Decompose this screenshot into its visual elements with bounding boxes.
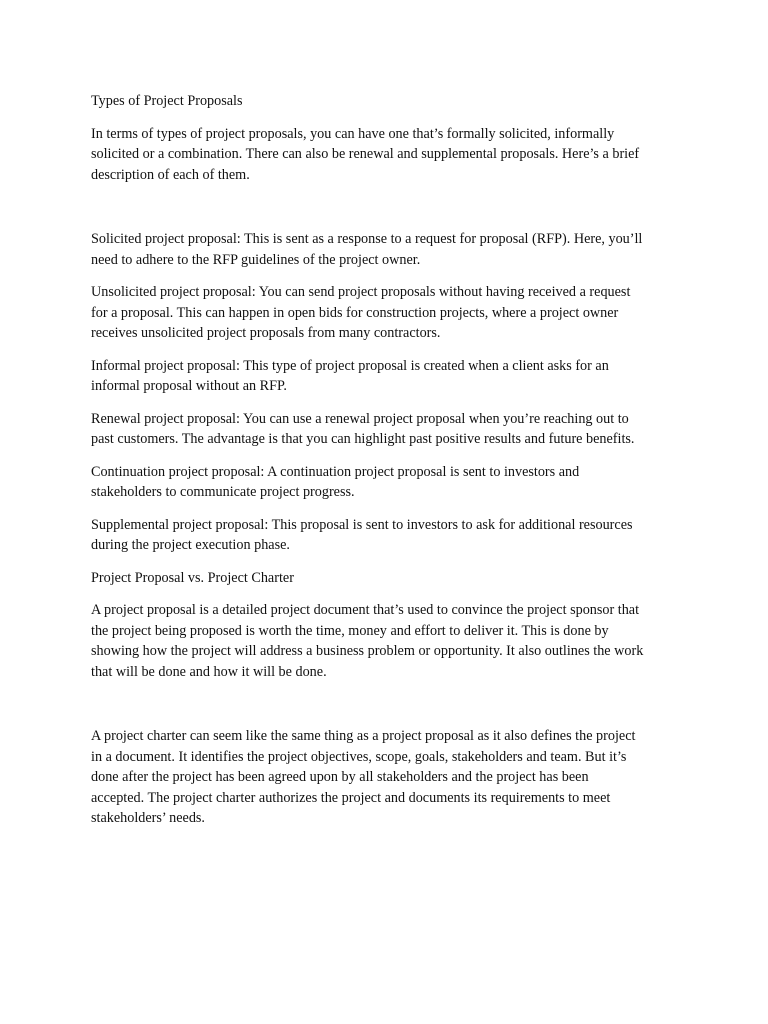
document-body	[91, 91, 691, 841]
text-line: need to adhere to the RFP guidelines of the project owner.	[91, 251, 421, 268]
section-heading-types: Types of Project Proposals	[91, 93, 243, 109]
text-line: Informal project proposal: This type of project proposal is created when a client asks for an	[91, 357, 609, 374]
text-line: description of each of them.	[91, 166, 250, 183]
text-line: stakeholders’ needs.	[91, 810, 205, 826]
text-line: past customers. The advantage is that you can highlight past positive results and future benefits.	[91, 431, 635, 447]
text-line: In terms of types of project proposals, you can have one that’s formally solicited, informally	[91, 125, 615, 142]
text-line: informal proposal without an RFP.	[91, 378, 287, 394]
text-line: Renewal project proposal: You can use a renewal project proposal when you’re reaching out to	[91, 410, 629, 427]
paragraph-continuation	[91, 462, 691, 503]
text-line: stakeholders to communicate project progress.	[91, 484, 355, 500]
text-line: showing how the project will address a business problem or opportunity. It also outlines the work	[91, 643, 644, 659]
text-line: Supplemental project proposal: This proposal is sent to investors to ask for additional resources	[91, 516, 633, 533]
text-line: receives unsolicited project proposals from many contractors.	[91, 325, 441, 341]
paragraph-solicited	[91, 229, 691, 270]
text-line: that will be done and how it will be done.	[91, 663, 327, 680]
paragraph-informal	[91, 356, 691, 397]
paragraph-proposal-definition	[91, 600, 691, 682]
text-line: in a document. It identifies the project objectives, scope, goals, stakeholders and team. But it’s	[91, 748, 627, 765]
blank-gap	[91, 197, 691, 229]
text-line: the project being proposed is worth the time, money and effort to deliver it. This is done by	[91, 622, 609, 639]
section-heading-vs: Project Proposal vs. Project Charter	[91, 569, 294, 586]
text-line: A project proposal is a detailed project document that’s used to convince the project sponsor that	[91, 602, 640, 618]
text-line: Unsolicited project proposal: You can send project proposals without having received a request	[91, 284, 631, 300]
paragraph-unsolicited	[91, 282, 691, 344]
text-line: A project charter can seem like the same thing as a project proposal as it also defines the project	[91, 728, 636, 744]
text-line: Solicited project proposal: This is sent as a response to a request for proposal (RFP). Here, you’ll	[91, 231, 643, 247]
text-line: Continuation project proposal: A continuation project proposal is sent to investors and	[91, 463, 580, 480]
paragraph-supplemental	[91, 515, 691, 556]
blank-gap	[91, 694, 691, 726]
text-line: done after the project has been agreed upon by all stakeholders and the project has been	[91, 769, 589, 785]
text-line: during the project execution phase.	[91, 537, 290, 553]
paragraph-intro	[91, 124, 691, 186]
paragraph-charter-definition	[91, 726, 691, 829]
text-line: solicited or a combination. There can also be renewal and supplemental proposals. Here’s a brief	[91, 146, 640, 162]
paragraph-renewal	[91, 409, 691, 450]
text-line: for a proposal. This can happen in open bids for construction projects, where a project owner	[91, 304, 619, 321]
text-line: accepted. The project charter authorizes the project and documents its requirements to meet	[91, 789, 611, 806]
